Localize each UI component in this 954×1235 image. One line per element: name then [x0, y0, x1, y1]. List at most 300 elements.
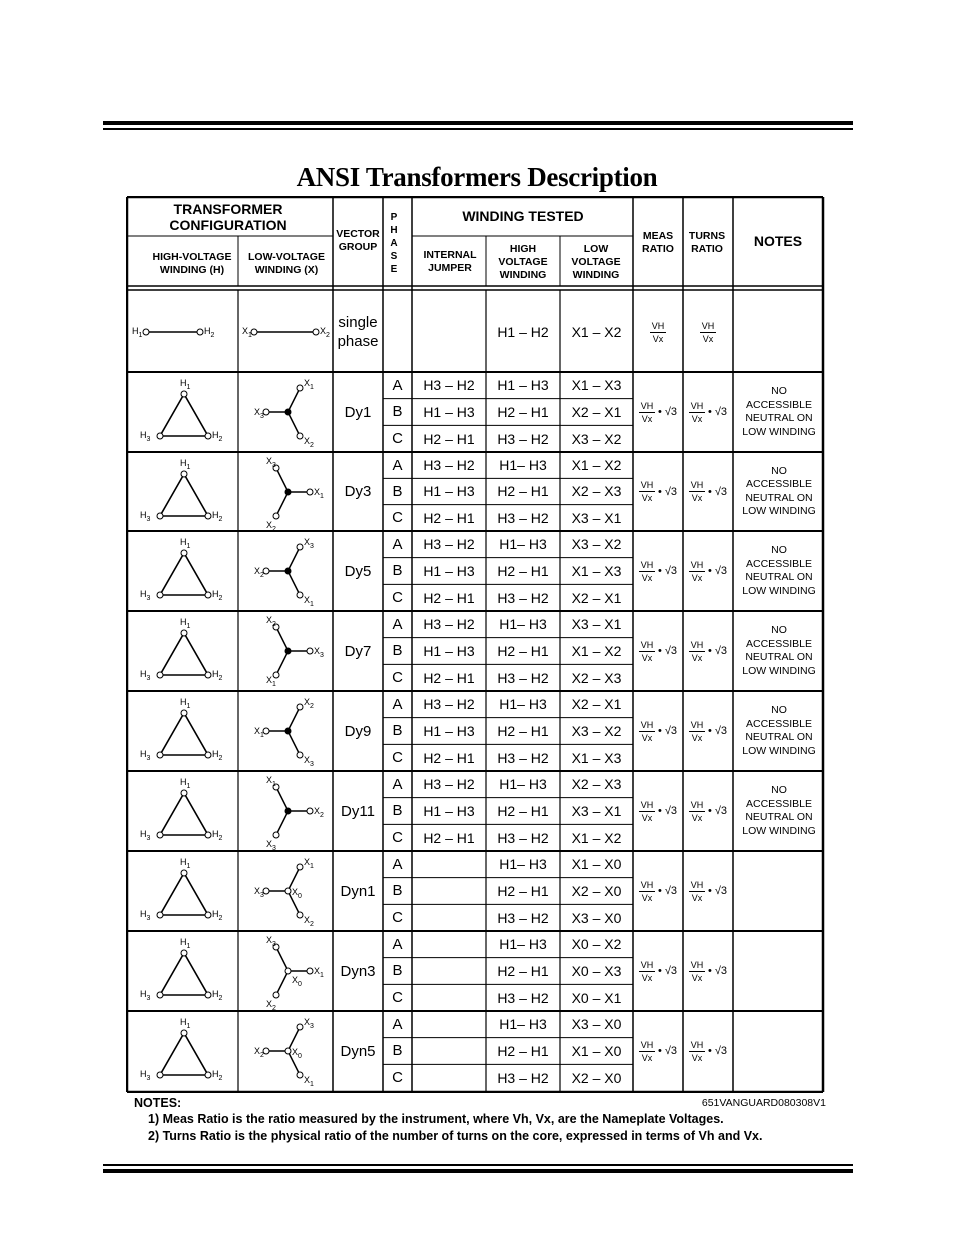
phase-label: A — [392, 855, 403, 873]
h3-label: $H_3$ — [140, 510, 151, 523]
internal-jumper-value: H2 – H1 — [423, 749, 475, 766]
ratio-numerator: VH — [640, 639, 654, 650]
header-notes: NOTES — [753, 233, 803, 249]
phase-label: A — [392, 935, 403, 953]
low-voltage-value: X1 – X3 — [571, 562, 622, 579]
high-voltage-value: H2 – H1 — [497, 1042, 549, 1059]
x3-label: $X_3$ — [266, 935, 276, 948]
fraction-bar — [639, 731, 655, 732]
sqrt3-multiplier: • √3 — [657, 885, 678, 897]
fraction-bar — [639, 571, 655, 572]
sqrt3-multiplier: • √3 — [657, 805, 678, 817]
phase-label: B — [392, 562, 403, 580]
internal-jumper-value — [412, 958, 486, 985]
terminal-circle — [181, 630, 187, 636]
high-voltage-value: H3 – H2 — [497, 589, 549, 606]
x0-label: $X_0$ — [292, 1047, 302, 1060]
delta-winding — [160, 633, 208, 675]
terminal-circle — [157, 513, 163, 519]
fraction-bar — [639, 971, 655, 972]
terminal-circle — [157, 672, 163, 678]
ratio-fraction — [689, 800, 705, 823]
ratio-fraction — [639, 960, 655, 983]
x2-label: $X_2$ — [314, 806, 324, 819]
hv-diagram — [128, 372, 236, 452]
header-high-voltage: HIGH VOLTAGE WINDING — [498, 242, 548, 281]
fraction-bar — [650, 332, 666, 333]
high-voltage-value: H3 – H2 — [497, 1069, 549, 1086]
x3-label: $X_3$ — [266, 839, 276, 851]
ratio-numerator: VH — [690, 400, 704, 411]
wye-arm — [288, 707, 300, 731]
terminal-circle — [181, 790, 187, 796]
hv-diagram — [128, 292, 236, 372]
sqrt3-multiplier: • √3 — [657, 645, 678, 657]
lv-diagram — [240, 691, 334, 771]
ratio-numerator: VH — [640, 480, 654, 490]
wye-arm — [276, 811, 288, 835]
terminal-circle — [297, 433, 303, 439]
lv-diagram — [240, 531, 334, 611]
low-voltage-value: X2 – X1 — [571, 696, 622, 713]
ratio-denominator: Vx — [641, 1052, 653, 1063]
internal-jumper-value: H3 – H2 — [423, 696, 475, 713]
vector-group: Dyn5 — [340, 1042, 376, 1060]
vector-group: Dy7 — [344, 642, 372, 660]
delta-winding — [160, 953, 208, 995]
ratio-numerator: VH — [690, 879, 704, 890]
ratio-fraction — [689, 560, 705, 583]
wye-arm — [276, 971, 288, 995]
high-voltage-value: H2 – H1 — [497, 962, 549, 979]
ratio-denominator: Vx — [691, 732, 703, 743]
row-note — [737, 851, 821, 931]
fraction-bar — [689, 651, 705, 652]
hv-diagram — [128, 452, 236, 531]
wye-arm — [276, 787, 288, 811]
ratio-numerator: VH — [690, 639, 704, 650]
h2-label: $H_2$ — [212, 589, 223, 602]
header-transformer-configuration: TRANSFORMER CONFIGURATION — [169, 201, 287, 233]
row-note: NO ACCESSIBLE NEUTRAL ON LOW WINDING — [742, 544, 816, 597]
low-voltage-value: X2 – X3 — [571, 669, 622, 686]
x3-label: $X_3$ — [304, 1017, 314, 1030]
high-voltage-value: H3 – H2 — [497, 669, 549, 686]
wye-arm — [288, 412, 300, 436]
bottom-rule-thin — [103, 1164, 853, 1166]
x1-label: $X_1$ — [242, 326, 252, 339]
header-winding-tested: WINDING TESTED — [462, 208, 584, 224]
low-voltage-value: X3 – X0 — [571, 909, 622, 926]
low-voltage-value: X3 – X2 — [571, 536, 622, 553]
h1-label: $H_1$ — [180, 617, 191, 630]
terminal-circle — [297, 544, 303, 550]
terminal-circle — [157, 832, 163, 838]
wye-center — [285, 728, 292, 735]
ratio-fraction — [639, 880, 655, 903]
x1-label: $X_1$ — [266, 775, 276, 788]
phase-label: A — [392, 695, 403, 713]
header-high-voltage-winding: HIGH-VOLTAGE WINDING (H) — [152, 251, 232, 276]
wye-center — [285, 489, 292, 496]
terminal-circle — [307, 489, 313, 495]
h3-label: $H_3$ — [140, 430, 151, 443]
ratio-numerator: VH — [640, 959, 654, 970]
high-voltage-value: H2 – H1 — [497, 562, 549, 579]
ratio-fraction — [639, 401, 655, 424]
wye-arm — [276, 468, 288, 492]
x2-label: $X_2$ — [304, 697, 314, 710]
internal-jumper-value: H1 – H3 — [423, 642, 475, 659]
h1-label: $H_1$ — [180, 697, 191, 710]
fraction-bar — [689, 1051, 705, 1052]
x2-label: $X_2$ — [304, 436, 314, 449]
ratio-denominator: Vx — [691, 413, 703, 424]
high-voltage-value: H3 – H2 — [497, 509, 549, 526]
hv-diagram — [128, 1011, 236, 1091]
h3-label: $H_3$ — [140, 749, 151, 762]
fraction-bar — [689, 891, 705, 892]
page-title: ANSI Transformers Description — [296, 162, 658, 192]
ratio-fraction — [639, 560, 655, 583]
x3-label: $X_3$ — [254, 886, 264, 899]
ratio-denominator: Vx — [641, 892, 653, 903]
low-voltage-value: X2 – X3 — [571, 776, 622, 793]
sqrt3-multiplier: • √3 — [707, 645, 728, 657]
terminal-circle — [157, 433, 163, 439]
ratio-fraction — [700, 321, 716, 344]
notes-heading: NOTES: — [134, 1096, 182, 1110]
internal-jumper-value — [412, 984, 486, 1011]
sqrt3-multiplier: • √3 — [707, 406, 728, 418]
low-voltage-value: X3 – X2 — [571, 430, 622, 447]
low-voltage-value: X1 – X2 — [571, 642, 622, 659]
sqrt3-multiplier: • √3 — [657, 406, 678, 418]
phase-label: A — [392, 535, 403, 553]
internal-jumper-value: H1 – H3 — [423, 562, 475, 579]
hv-diagram — [128, 531, 236, 611]
x3-label: $X_3$ — [314, 646, 324, 659]
ratio-denominator: Vx — [641, 972, 653, 983]
header-internal-jumper: INTERNAL JUMPER — [423, 249, 477, 274]
fraction-bar — [639, 412, 655, 413]
turns-ratio — [683, 452, 733, 531]
high-voltage-value: H2 – H1 — [497, 642, 549, 659]
wye-center — [285, 568, 292, 575]
low-voltage-value: X3 – X0 — [571, 1016, 622, 1033]
terminal-circle — [205, 752, 211, 758]
sqrt3-multiplier: • √3 — [657, 1045, 678, 1057]
h1-label: $H_1$ — [180, 857, 191, 870]
x2-label: $X_2$ — [254, 1046, 264, 1059]
terminal-circle — [205, 592, 211, 598]
internal-jumper-value: H2 – H1 — [423, 430, 475, 447]
terminal-circle — [297, 1072, 303, 1078]
ratio-numerator: VH — [640, 400, 654, 411]
low-voltage-value: X2 – X0 — [571, 1069, 622, 1086]
terminal-circle — [297, 752, 303, 758]
ratio-numerator: VH — [640, 879, 654, 890]
h2-label: $H_2$ — [212, 430, 223, 443]
delta-winding — [160, 1033, 208, 1075]
fraction-bar — [689, 731, 705, 732]
phase-label: C — [392, 430, 403, 448]
hv-diagram — [128, 611, 236, 691]
high-voltage-value: H3 – H2 — [497, 829, 549, 846]
terminal-circle — [273, 992, 279, 998]
fraction-bar — [639, 1051, 655, 1052]
sqrt3-multiplier: • √3 — [657, 485, 678, 498]
fraction-bar — [700, 332, 716, 333]
phase-label: A — [392, 775, 403, 793]
ratio-fraction — [639, 1040, 655, 1063]
internal-jumper-value: H3 – H2 — [423, 536, 475, 553]
terminal-circle — [307, 648, 313, 654]
footnote-2: 2) Turns Ratio is the physical ratio of the number of turns on the core, expressed in terms of Vh and Vx. — [148, 1129, 763, 1143]
ratio-denominator: Vx — [641, 493, 653, 503]
low-voltage-value: X3 – X1 — [571, 616, 622, 633]
h2-label: $H_2$ — [204, 326, 215, 339]
sqrt3-multiplier: • √3 — [657, 965, 678, 977]
delta-winding — [160, 713, 208, 755]
terminal-circle — [297, 1024, 303, 1030]
phase-label: B — [392, 962, 403, 980]
ratio-denominator: Vx — [641, 413, 653, 424]
row-note — [737, 292, 821, 372]
terminal-circle — [205, 513, 211, 519]
x1-label: $X_1$ — [304, 378, 314, 391]
ratio-denominator: Vx — [691, 572, 703, 583]
high-voltage-value: H1– H3 — [499, 776, 547, 793]
sqrt3-multiplier: • √3 — [707, 565, 728, 577]
meas-ratio — [633, 452, 683, 531]
x3-label: $X_3$ — [266, 456, 276, 469]
terminal-circle — [181, 870, 187, 876]
high-voltage-value: H1– H3 — [499, 457, 547, 474]
low-voltage-value: X0 – X2 — [571, 936, 622, 953]
h2-label: $H_2$ — [212, 669, 223, 682]
ratio-fraction — [689, 960, 705, 983]
wye-arm — [288, 547, 300, 571]
x3-label: $X_3$ — [304, 755, 314, 768]
delta-winding — [160, 394, 208, 436]
h1-label: $H_1$ — [132, 326, 143, 339]
x1-label: $X_1$ — [314, 966, 324, 979]
ratio-fraction — [639, 640, 655, 663]
ratio-fraction — [639, 800, 655, 823]
high-voltage-value: H2 – H1 — [497, 882, 549, 899]
ratio-fraction — [639, 720, 655, 743]
fraction-bar — [689, 571, 705, 572]
wye-arm — [288, 388, 300, 412]
internal-jumper-value — [412, 878, 486, 905]
phase-label: C — [392, 669, 403, 687]
internal-jumper-value: H2 – H1 — [423, 589, 475, 606]
high-voltage-value: H2 – H1 — [497, 722, 549, 739]
ratio-denominator: Vx — [691, 1052, 703, 1063]
phase-label: C — [392, 989, 403, 1007]
ratio-denominator: Vx — [691, 972, 703, 983]
low-voltage-value: X3 – X1 — [571, 802, 622, 819]
ratio-numerator: VH — [690, 719, 704, 730]
lv-diagram — [240, 611, 334, 691]
ratio-numerator: VH — [640, 719, 654, 730]
terminal-circle — [157, 1072, 163, 1078]
terminal-circle — [205, 832, 211, 838]
x1-label: $X_1$ — [304, 595, 314, 608]
meas-ratio — [633, 611, 683, 691]
sqrt3-multiplier: • √3 — [707, 485, 728, 498]
phase-label: C — [392, 749, 403, 767]
wye-center — [285, 808, 292, 815]
ratio-fraction — [689, 1040, 705, 1063]
ratio-denominator: Vx — [691, 493, 703, 503]
vector-group: Dyn1 — [340, 882, 376, 900]
internal-jumper-value — [412, 904, 486, 931]
terminal-circle — [205, 992, 211, 998]
low-voltage-value: X1 – X0 — [571, 856, 622, 873]
terminal-circle — [157, 912, 163, 918]
low-voltage-value: X2 – X3 — [571, 483, 622, 500]
high-voltage-value: H1– H3 — [499, 696, 547, 713]
terminal-circle — [157, 992, 163, 998]
h1-label: $H_1$ — [180, 777, 191, 790]
header-low-voltage-winding: LOW-VOLTAGE WINDING (X) — [248, 251, 325, 276]
ratio-fraction — [689, 401, 705, 424]
hv-diagram — [128, 851, 236, 931]
fraction-bar — [689, 811, 705, 812]
terminal-circle — [143, 329, 149, 335]
terminal-circle — [307, 808, 313, 814]
meas-ratio — [633, 851, 683, 931]
header-meas-ratio: MEAS RATIO — [642, 230, 674, 255]
x2-label: $X_2$ — [266, 999, 276, 1011]
internal-jumper-value: H1 – H3 — [423, 483, 475, 500]
delta-winding — [160, 474, 208, 516]
h1-label: $H_1$ — [180, 537, 191, 550]
ratio-denominator: Vx — [641, 652, 653, 663]
h3-label: $H_3$ — [140, 1069, 151, 1082]
internal-jumper-value: H3 – H2 — [423, 457, 475, 474]
fraction-bar — [689, 412, 705, 413]
phase-label: B — [392, 1042, 403, 1060]
internal-jumper-value — [412, 1064, 486, 1091]
h1-label: $H_1$ — [180, 937, 191, 950]
x1-label: $X_1$ — [304, 1075, 314, 1088]
high-voltage-value: H2 – H1 — [497, 483, 549, 500]
phase-label: A — [392, 456, 403, 474]
turns-ratio — [683, 531, 733, 611]
terminal-circle — [313, 329, 319, 335]
sqrt3-multiplier: • √3 — [707, 965, 728, 977]
internal-jumper-value: H2 – H1 — [423, 669, 475, 686]
terminal-circle — [205, 1072, 211, 1078]
ratio-denominator: Vx — [641, 572, 653, 583]
high-voltage-value: H1 – H2 — [497, 324, 549, 340]
ratio-denominator: Vx — [652, 333, 664, 344]
phase-label: B — [392, 722, 403, 740]
terminal-circle — [181, 550, 187, 556]
meas-ratio — [633, 691, 683, 771]
phase-label: B — [392, 882, 403, 900]
header-phase: P H A S E — [390, 211, 398, 275]
phase-label: C — [392, 589, 403, 607]
x2-label: $X_2$ — [266, 520, 276, 531]
x2-label: $X_2$ — [266, 615, 276, 628]
lv-diagram — [240, 292, 334, 372]
ratio-numerator: VH — [640, 559, 654, 570]
terminal-circle — [205, 672, 211, 678]
ratio-fraction — [689, 480, 705, 503]
terminal-circle — [273, 832, 279, 838]
wye-arm — [288, 571, 300, 595]
h2-label: $H_2$ — [212, 909, 223, 922]
terminal-circle — [297, 385, 303, 391]
terminal-circle — [205, 912, 211, 918]
turns-ratio — [683, 372, 733, 452]
ratio-fraction — [689, 640, 705, 663]
terminal-circle — [181, 1030, 187, 1036]
meas-ratio — [633, 372, 683, 452]
ratio-fraction — [639, 480, 655, 503]
low-voltage-value: X1 – X2 — [571, 457, 622, 474]
phase-label: A — [392, 376, 403, 394]
ratio-denominator: Vx — [691, 892, 703, 903]
vector-group: Dy9 — [344, 722, 372, 740]
phase-label: C — [392, 1069, 403, 1087]
turns-ratio — [683, 611, 733, 691]
terminal-circle — [297, 912, 303, 918]
ratio-numerator: VH — [690, 799, 704, 810]
ratio-numerator: VH — [640, 799, 654, 810]
high-voltage-value: H3 – H2 — [497, 749, 549, 766]
phase-label: B — [392, 482, 403, 500]
low-voltage-value: X0 – X1 — [571, 989, 622, 1006]
high-voltage-value: H3 – H2 — [497, 430, 549, 447]
turns-ratio — [683, 771, 733, 851]
vector-group: Dy5 — [344, 562, 372, 580]
ratio-numerator: VH — [690, 480, 704, 490]
x0-label: $X_0$ — [292, 887, 302, 900]
hv-diagram — [128, 931, 236, 1011]
neutral-terminal — [285, 968, 291, 974]
header-low-voltage: LOW VOLTAGE WINDING — [571, 242, 621, 281]
ratio-numerator: VH — [701, 320, 715, 331]
terminal-circle — [273, 513, 279, 519]
delta-winding — [160, 873, 208, 915]
ratio-fraction — [650, 321, 666, 344]
low-voltage-value: X2 – X1 — [571, 403, 622, 420]
internal-jumper-value: H3 – H2 — [423, 616, 475, 633]
ratio-fraction — [689, 880, 705, 903]
sqrt3-multiplier: • √3 — [657, 565, 678, 577]
high-voltage-value: H1– H3 — [499, 936, 547, 953]
terminal-circle — [181, 710, 187, 716]
low-voltage-value: X3 – X2 — [571, 722, 622, 739]
low-voltage-value: X1 – X2 — [571, 829, 622, 846]
h1-label: $H_1$ — [180, 1017, 191, 1030]
low-voltage-value: X2 – X1 — [571, 589, 622, 606]
hv-diagram — [128, 771, 236, 851]
lv-diagram — [240, 851, 334, 931]
row-note — [737, 1011, 821, 1091]
vector-group: Dy1 — [344, 403, 372, 421]
wye-arm — [288, 731, 300, 755]
terminal-circle — [181, 391, 187, 397]
h2-label: $H_2$ — [212, 1069, 223, 1082]
lv-diagram — [240, 452, 334, 531]
high-voltage-value: H2 – H1 — [497, 403, 549, 420]
